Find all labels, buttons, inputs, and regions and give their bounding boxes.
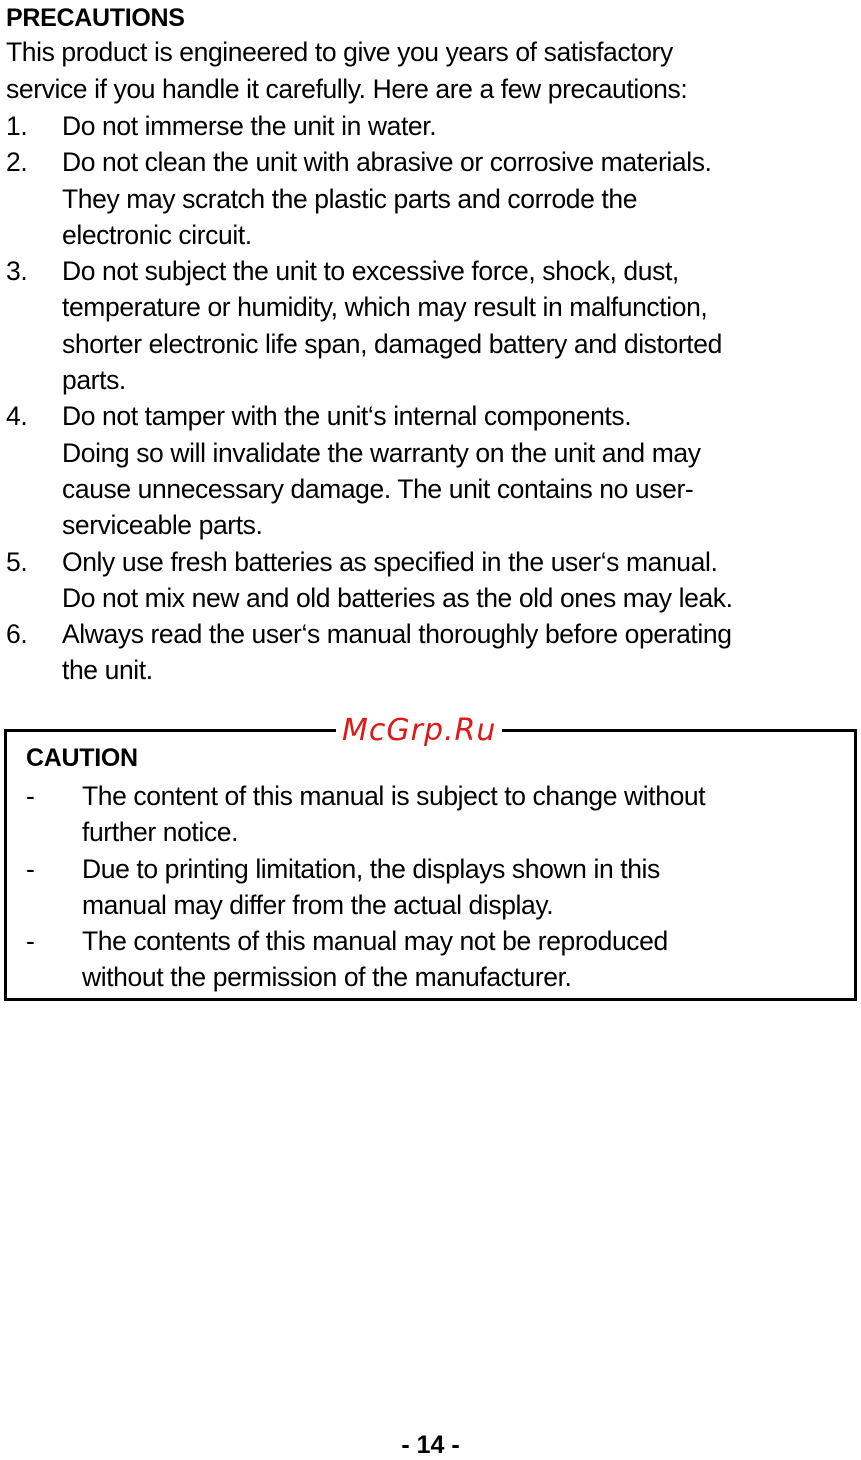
caution-box: [4, 729, 857, 1001]
item-line: the unit.: [62, 655, 153, 686]
item-number: 2.: [6, 147, 28, 178]
item-line: without the permission of the manufacturer.: [82, 962, 572, 993]
item-line: Do not mix new and old batteries as the old ones may leak.: [62, 582, 733, 613]
intro-paragraph: [6, 34, 856, 108]
item-line: Do not immerse the unit in water.: [62, 111, 437, 141]
precaution-item: [6, 544, 856, 617]
item-line: They may scratch the plastic parts and corrode the: [62, 183, 638, 214]
precaution-item: [6, 144, 856, 253]
item-line: Do not tamper with the unit‘s internal components.: [62, 401, 632, 432]
item-line: further notice.: [82, 817, 239, 848]
item-line: The contents of this manual may not be reproduced: [82, 926, 668, 957]
item-line: manual may differ from the actual display.: [82, 889, 554, 920]
item-line: electronic circuit.: [62, 219, 252, 250]
item-number: 4.: [6, 401, 28, 432]
precaution-item: [6, 616, 856, 689]
precautions-list: [6, 108, 856, 689]
caution-item: [26, 851, 846, 924]
item-line: shorter electronic life span, damaged battery and distorted: [62, 328, 722, 359]
item-line: Only use fresh batteries as specified in the user‘s manual.: [62, 546, 718, 577]
item-line: Do not subject the unit to excessive force, shock, dust,: [62, 256, 679, 287]
caution-item: [26, 778, 846, 851]
precaution-item: [6, 253, 856, 398]
section-heading: PRECAUTIONS: [6, 4, 185, 32]
item-number: 5.: [6, 546, 28, 577]
caution-item: [26, 923, 846, 996]
item-line: cause unnecessary damage. The unit contains no user-: [62, 473, 694, 504]
item-line: Do not clean the unit with abrasive or corrosive materials.: [62, 147, 712, 178]
intro-line: This product is engineered to give you years of satisfactory: [6, 37, 673, 67]
caution-title: CAUTION: [26, 744, 138, 772]
item-number: 1.: [6, 111, 28, 141]
item-line: Doing so will invalidate the warranty on the unit and may: [62, 437, 701, 468]
item-number: 6.: [6, 619, 28, 650]
item-line: serviceable parts.: [62, 510, 263, 541]
caution-bullet: -: [26, 781, 35, 811]
precaution-item: [6, 108, 856, 144]
item-line: Always read the user‘s manual thoroughly before operating: [62, 619, 732, 650]
page-number: - 14 -: [401, 1431, 460, 1459]
intro-line: service if you handle it carefully. Here are a few precautions:: [6, 74, 688, 104]
item-line: temperature or humidity, which may result in malfunction,: [62, 292, 708, 323]
item-number: 3.: [6, 256, 28, 287]
item-line: parts.: [62, 365, 126, 396]
item-line: Due to printing limitation, the displays shown in this: [82, 853, 660, 884]
item-line: The content of this manual is subject to change without: [82, 781, 706, 811]
watermark: McGrp.Ru: [336, 713, 502, 749]
caution-bullet: -: [26, 853, 35, 884]
caution-bullet: -: [26, 926, 35, 957]
precaution-item: [6, 398, 856, 543]
caution-list: [26, 778, 846, 996]
